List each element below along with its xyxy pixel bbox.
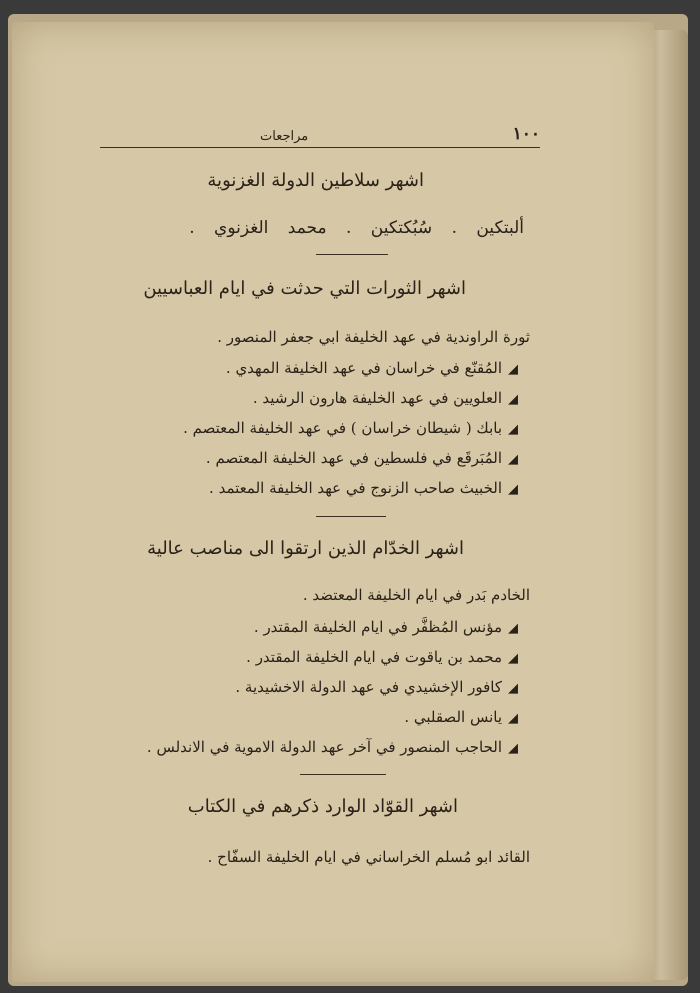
sultans-line: ألبتكين . سُبُكتكين . محمد الغزنوي . [189,218,524,238]
running-title: مراجعات [260,129,309,144]
list-item: الخادم بَدر في ايام الخليفة المعتضد . [302,586,530,604]
list-item: ◢المُبَرقَع في فلسطين في عهد الخليفة المعتصم . [205,449,518,467]
section-heading-commanders: اشهر القوّاد الوارد ذكرهم في الكتاب [187,796,458,817]
list-item: ثورة الراوندية في عهد الخليفة ابي جعفر المنصور . [217,328,530,346]
list-item: ◢الخبيث صاحب الزنوج في عهد الخليفة المعتمد . [209,479,518,497]
list-item: ◢يانس الصقلبي . [404,708,518,726]
bullet-icon: ◢ [508,651,518,666]
bullet-icon: ◢ [508,482,518,497]
bullet-icon: ◢ [508,392,518,407]
section-heading-ghaznavid-sultans: اشهر سلاطين الدولة الغزنوية [207,170,424,191]
bullet-icon: ◢ [508,711,518,726]
book-page [12,22,654,982]
section-divider [316,254,388,255]
bullet-icon: ◢ [508,741,518,756]
section-heading-servants: اشهر الخدّام الذين ارتقوا الى مناصب عالية [147,538,464,559]
section-divider [300,774,386,775]
list-item: ◢المُقنّع في خراسان في عهد الخليفة المهدي . [225,359,518,377]
bullet-icon: ◢ [508,362,518,377]
list-item: ◢مؤنس المُظفَّر في ايام الخليفة المقتدر . [253,618,518,636]
bullet-icon: ◢ [508,422,518,437]
section-divider [316,516,386,517]
bullet-icon: ◢ [508,621,518,636]
page-number: ١٠٠ [512,124,540,144]
list-item: ◢بابك ( شيطان خراسان ) في عهد الخليفة المعتصم . [183,419,518,437]
list-item: ◢محمد بن ياقوت في ايام الخليفة المقتدر . [246,648,518,666]
list-item: ◢الحاجب المنصور في آخر عهد الدولة الاموية في الاندلس . [146,738,518,756]
list-item: ◢العلويين في عهد الخليفة هارون الرشيد . [252,389,518,407]
list-item: القائد ابو مُسلم الخراساني في ايام الخليفة السفّاح . [207,848,530,866]
list-item: ◢كافور الإخشيدي في عهد الدولة الاخشيدية . [235,678,518,696]
section-heading-revolts: اشهر الثورات التي حدثت في ايام العباسيين [143,278,466,299]
page-header [100,118,540,148]
bullet-icon: ◢ [508,452,518,467]
bullet-icon: ◢ [508,681,518,696]
